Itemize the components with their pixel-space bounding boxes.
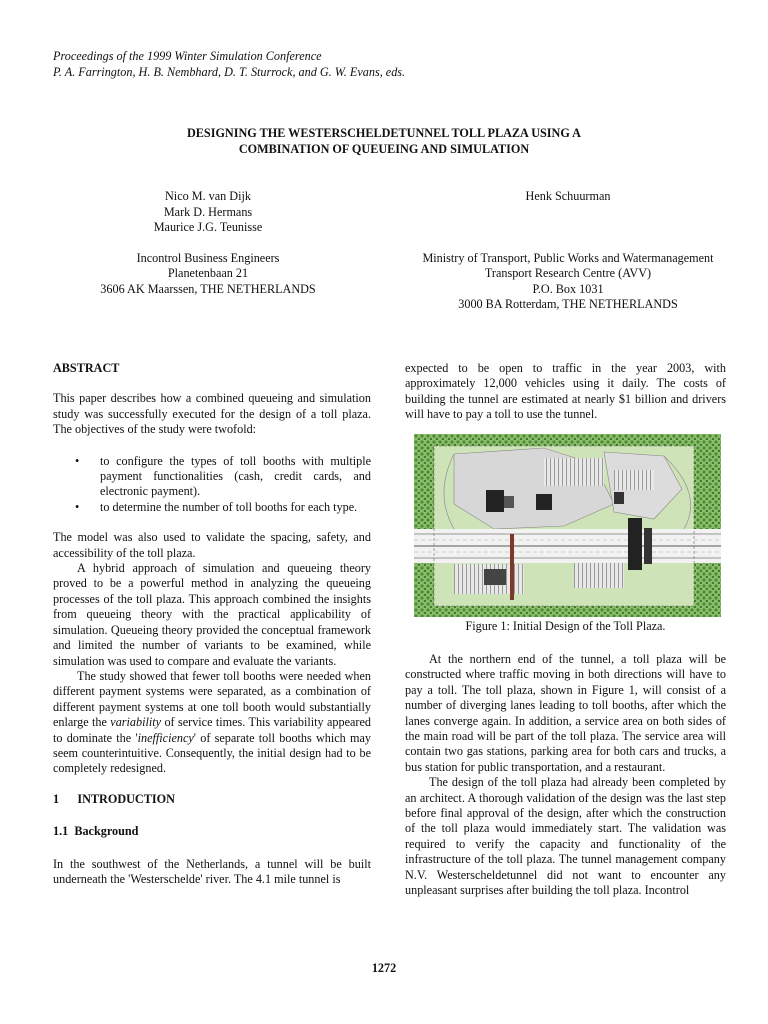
proceedings-header — [53, 48, 405, 80]
page-number: 1272 — [371, 961, 397, 975]
body-paragraph: The design of the toll plaza had already been completed by an architect. A thorough validation of the design was the last step before final approval of the design, after which the construction of the toll plaza would immediately start. The validation was required to verify the capacity and functionality of the infrastructure of the toll plaza. The tunnel management company N.V. Westerscheldetunnel did not want to encounter any unpleasant surprises after building the toll plaza. Incontrol — [405, 775, 726, 898]
abstract-paragraph: The model was also used to validate the spacing, safety, and accessibility of the toll plaza. — [53, 530, 371, 560]
author-name: Nico M. van Dijk — [165, 189, 251, 203]
right-column-top — [405, 361, 726, 423]
proceedings-line-1: Proceedings of the 1999 Winter Simulation Conference — [53, 49, 322, 63]
toll-plaza-figure — [414, 434, 721, 617]
paper-title — [0, 125, 768, 157]
affiliation-line: Ministry of Transport, Public Works and Watermanagement — [422, 250, 714, 265]
list-item: • to determine the number of toll booths for each type. — [75, 499, 358, 514]
section-heading: 1 INTRODUCTION — [53, 791, 175, 806]
affiliation-line: Incontrol Business Engineers — [136, 250, 280, 265]
title-line-1: DESIGNING THE WESTERSCHELDETUNNEL TOLL PLAZA USING A — [187, 126, 581, 140]
affiliation-line: 3000 BA Rotterdam, THE NETHERLANDS — [458, 297, 678, 311]
proceedings-line-2: P. A. Farrington, H. B. Nembhard, D. T. Sturrock, and G. W. Evans, eds. — [53, 65, 406, 79]
author-block-left — [53, 189, 363, 297]
body-paragraph: expected to be open to traffic in the year 2003, with approximately 12,000 vehicles using it daily. The costs of building the tunnel are estimated at nearly $1 billion and drivers will have to pay a toll to use the tunnel. — [405, 361, 726, 422]
author-name: Henk Schuurman — [525, 189, 611, 203]
subsection-heading: 1.1 Background — [53, 824, 139, 839]
toll-plaza-site-plan — [414, 434, 721, 617]
affiliation-line: P.O. Box 1031 — [532, 281, 604, 296]
abstract-paragraph: This paper describes how a combined queueing and simulation study was successfully executed for the design of a toll plaza. The objectives of the study were twofold: — [53, 391, 371, 437]
abstract-paragraph: A hybrid approach of simulation and queueing theory proved to be a powerful method in analyzing the queueing processes of the toll plaza. This approach combined the insights from queueing theory with the practical applicability of simulation. Queueing theory provided the conceptual framework and limited the number of variants to be examined, while simulation was used to compare and evaluate the variants. — [53, 561, 371, 668]
objectives-list — [53, 454, 371, 516]
author-name: Maurice J.G. Teunisse — [153, 220, 263, 234]
affiliation-line: Transport Research Centre (AVV) — [484, 266, 652, 280]
list-item: • to configure the types of toll booths with multiple payment functionalities (cash, credit cards, and electronic payment). — [75, 453, 371, 499]
body-paragraph: At the northern end of the tunnel, a toll plaza will be constructed where traffic moving in both directions will have to pay a toll. The toll plaza, shown in Figure 1, will consist of a number of diverging lanes leading to toll booths, after which the lanes converge again. In addition, a service area on both sides of the main road will be part of the toll plaza. The service area will contain two gas stations, parking area for both cars and trucks, a bus station for public transportation, and a restaurant. — [405, 652, 726, 774]
figure-caption: Figure 1: Initial Design of the Toll Plaza. — [465, 619, 666, 633]
affiliation-line: 3606 AK Maarssen, THE NETHERLANDS — [100, 281, 316, 296]
left-column — [53, 361, 371, 887]
bullet-icon: • — [75, 453, 80, 468]
author-name: Mark D. Hermans — [163, 204, 253, 219]
title-line-2: COMBINATION OF QUEUEING AND SIMULATION — [238, 142, 530, 156]
author-block-right — [405, 189, 731, 313]
abstract-heading: ABSTRACT — [53, 361, 120, 375]
intro-paragraph: In the southwest of the Netherlands, a tunnel will be built underneath the 'Westerschelde' river. The 4.1 mile tunnel is — [53, 856, 371, 886]
affiliation-line: Planetenbaan 21 — [167, 266, 249, 280]
right-column-bottom — [405, 652, 726, 899]
bullet-icon: • — [75, 499, 80, 514]
abstract-paragraph: The study showed that fewer toll booths were needed when different payment systems were separated, as a combination of different payment systems at one toll booth would substantially enlarge the variability of service times. This variability appeared to dominate the 'inefficiency' of separate toll booths which may seem counterintuitive. Consequently, the initial design had to be completely redesigned. — [53, 668, 371, 776]
